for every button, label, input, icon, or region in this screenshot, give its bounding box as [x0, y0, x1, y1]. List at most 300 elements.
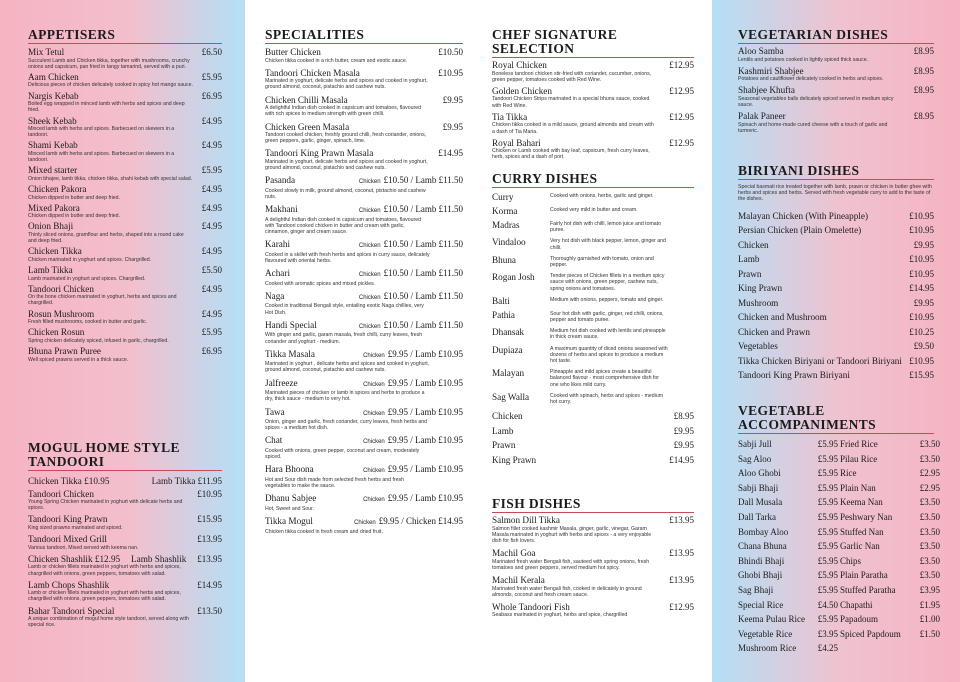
item-name: Lamb	[492, 425, 514, 436]
item-name: Chapathi	[840, 599, 873, 610]
item-name: Kashmiri Shabjee	[738, 65, 804, 76]
item-row	[265, 320, 463, 333]
item-name: Tandoori Chicken	[28, 283, 94, 294]
item-description: Well spiced prawns served in a thick sauce.	[28, 356, 129, 363]
item-row	[28, 580, 222, 591]
item-description: Onion bhajee, lamb tikka, chicken tikka, shahi kebab with special salad.	[28, 175, 193, 182]
item-description: Spring chicken delicately spiced, infused in garlic, chargrilled.	[28, 337, 169, 344]
item-name: Tandoori Mixed Grill	[28, 534, 107, 545]
item-description: Fairly hot dish with chilli, lemon juice and tomato puree.	[550, 221, 662, 234]
curry-price-row	[492, 424, 694, 439]
item-name: Keema Nan	[840, 497, 883, 508]
item-price: Lamb Tikka £11.95	[151, 476, 222, 486]
item-price-group	[359, 175, 463, 188]
menu-item	[28, 116, 222, 139]
item-name: Garlic Nan	[840, 541, 880, 552]
menu-item	[492, 112, 694, 135]
item-price-group	[202, 165, 222, 176]
item-price-group	[202, 203, 222, 214]
item-variant-label: Chicken	[363, 497, 385, 504]
curry-item	[492, 255, 694, 268]
item-price: £10.95	[909, 210, 934, 221]
menu-item	[265, 291, 463, 316]
item-price-group	[914, 46, 934, 57]
item-name: King Prawn	[738, 283, 783, 294]
item-description: Chicken dipped in butter and deep fried.	[28, 213, 120, 220]
item-description: Spinach and home-made cured cheese with a touch of garlic and turmeric.	[738, 121, 888, 135]
item-price: £15.95	[909, 370, 934, 381]
item-price-group	[202, 284, 222, 295]
item-price: £1.50	[919, 628, 940, 639]
item-row	[265, 464, 463, 477]
biriyani-item	[738, 267, 934, 282]
item-price: £6.95	[201, 90, 222, 101]
item-price: £3.50	[919, 453, 940, 464]
item-price: £14.95	[669, 454, 694, 465]
item-description: A delightful Indian dish cooked in capsicum and tomatoes, flavoured with rich spices to medium strength with green chilli.	[265, 105, 422, 118]
item-name: Plain Paratha	[840, 570, 888, 581]
item-price-group	[202, 184, 222, 195]
item-row	[28, 309, 222, 320]
item-price-group	[197, 489, 222, 500]
item-name: Salmon Dill Tikka	[492, 515, 560, 525]
item-name: Tikka Mogul	[265, 516, 313, 526]
item-name: Onion Bhaji	[28, 221, 74, 232]
item-description: Lamb marinated in yoghurt and spices. Chargrilled.	[28, 275, 146, 282]
item-price-group	[914, 66, 934, 77]
item-price: £2.95	[919, 482, 940, 493]
curry-item	[492, 368, 694, 388]
item-description: A maximum quantity of diced onions seasoned with dozens of herbs and spices to produce a medium hot taste.	[550, 345, 668, 365]
item-price-group	[669, 548, 694, 559]
item-variant-label: Chicken	[358, 294, 381, 301]
item-price: £13.50	[197, 605, 222, 616]
item-price-group	[202, 346, 222, 357]
item-description: Marinated in yoghurt, delicate herbs and spices and cooked in yoghurt, ground almond, coconut, pistachio and cashew nuts.	[265, 158, 428, 172]
item-description: Chicken marinated in yoghurt and spices. Chargrilled.	[28, 256, 152, 263]
item-name: Chicken and Mushroom	[738, 312, 827, 323]
item-price: £5.95	[817, 468, 838, 479]
item-name: Tandoori Chicken Masala	[265, 67, 360, 78]
item-price: £9.95 / Lamb £10.95	[387, 348, 463, 359]
menu-item	[492, 60, 694, 83]
item-price: £9.95 / Lamb £10.95	[387, 493, 463, 504]
item-price-group	[438, 68, 463, 79]
item-price: £3.95	[817, 628, 838, 639]
column-4	[718, 0, 960, 682]
item-name: Tandoori King Prawn Biriyani	[738, 370, 850, 381]
item-price: £5.95	[817, 541, 838, 552]
item-price-group	[363, 493, 463, 506]
menu-item	[265, 349, 463, 374]
section-title: BIRIYANI DISHES	[738, 164, 934, 180]
item-row	[28, 184, 222, 195]
item-name: Chicken	[492, 411, 523, 422]
item-price: £5.95	[817, 482, 838, 493]
item-price: £12.95	[669, 60, 694, 70]
accompaniments-grid	[738, 437, 940, 656]
item-name: Malayan	[492, 368, 525, 379]
item-price: £4.95	[201, 308, 222, 319]
item-name: Hara Bhoona	[265, 464, 314, 475]
item-price: £6.50	[201, 47, 222, 57]
item-price-group	[202, 327, 222, 338]
item-price-group	[669, 112, 694, 123]
item-name: Dhansak	[492, 327, 525, 338]
item-name: Pathia	[492, 309, 515, 320]
menu-item	[265, 464, 463, 489]
biriyani-item	[738, 339, 934, 354]
item-name: Stuffed Nan	[840, 526, 884, 537]
item-price-group	[202, 140, 222, 151]
item-price-group	[197, 606, 222, 617]
biriyani-item	[738, 368, 934, 383]
item-price: £12.95	[669, 111, 694, 122]
item-price: £3.50	[919, 541, 940, 552]
menu-item	[492, 86, 694, 109]
item-price: £9.95	[673, 425, 694, 436]
item-name: Machil Goa	[492, 548, 536, 559]
item-price-group	[359, 268, 463, 281]
item-price: £9.95	[442, 121, 463, 132]
item-description: Various tandoori, Mixed served with keema nan.	[28, 544, 139, 551]
item-description: Chicken tikka cooked in a mild sauce, ground almonds and cream with a dash of Tia Maria.	[492, 122, 654, 135]
menu-item	[492, 138, 694, 161]
item-price-group	[202, 47, 222, 58]
item-price: £8.95	[913, 111, 934, 122]
item-price: £14.95	[438, 148, 463, 159]
item-price-group	[354, 516, 463, 529]
item-row	[492, 515, 694, 526]
item-price-group	[443, 122, 463, 133]
menu-item	[28, 534, 222, 551]
menu-item	[28, 606, 222, 629]
item-name: Special Rice	[738, 599, 784, 610]
item-row	[738, 66, 934, 77]
item-name: Shami Kebab	[28, 140, 78, 151]
item-name: Vegetables	[738, 341, 778, 352]
item-description: Medium with onions, peppers, tomato and ginger.	[550, 296, 664, 303]
item-price-group	[669, 575, 694, 586]
item-description: Cooked in traditional Bengali style, entailing exotic Naga chillies, very Hot Dish.	[265, 303, 424, 316]
biriyani-item	[738, 238, 934, 253]
item-price: £10.50 / Lamb £11.50	[383, 175, 463, 186]
item-name: Tandoori King Prawn	[28, 514, 108, 525]
menu-item	[492, 515, 694, 544]
item-description: Pineapple and mild spices create a beautiful balanced flavour - most comprehensive dish for one who likes mild curry.	[550, 369, 659, 388]
item-price: £9.50	[913, 341, 934, 352]
item-name: Tikka Chicken Biriyani or Tandoori Biriyani	[738, 355, 902, 366]
item-description: With ginger and garlic, garam masala, fresh chilli, curry leaves, fresh coriander and yoghurt - medium.	[265, 332, 423, 345]
item-description: Marinated in yoghurt, delicate herbs and spices and cooked in yoghurt, ground almond, coconut, pistachio and cashew nuts.	[265, 78, 428, 91]
item-price-group	[438, 47, 463, 58]
menu-item	[28, 284, 222, 307]
item-name: Sheek Kebab	[28, 115, 77, 126]
item-price: £5.95	[201, 327, 222, 338]
biriyani-item	[738, 209, 934, 224]
menu-item	[265, 122, 463, 145]
item-description: King sized prawns marinated and spiced.	[28, 524, 123, 531]
item-variant-label: Chicken	[354, 520, 376, 526]
item-description: Salmon fillet cooked kashmir Masala, ginger, garlic, vinegar, Garam Masala marinated in yoghurt with herbs and spices - a very enjoyable dish for fish lovers.	[492, 525, 652, 544]
item-description: Succulent Lamb and Chicken tikka, together with mushrooms, crunchy onions and capsicum, pan fried in tangy tamarind, served with a puri.	[28, 57, 190, 70]
item-row	[28, 246, 222, 257]
item-description: A unique combination of mogul home style tandoori, served along with special rice.	[28, 616, 189, 629]
item-description: Onion, ginger and garlic, fresh coriander, curry leaves, fresh herbs and spices - a medium hot dish.	[265, 419, 428, 432]
item-row	[492, 112, 694, 123]
menu-item	[28, 554, 222, 577]
item-name: Naga	[265, 290, 285, 301]
curry-item	[492, 327, 694, 340]
menu-item	[265, 68, 463, 91]
curry-item	[492, 206, 694, 216]
item-price: £13.95	[669, 575, 694, 586]
item-price: £5.95	[817, 453, 838, 464]
item-name: Rogan Josh	[492, 272, 535, 283]
item-name: Royal Chicken	[492, 60, 547, 70]
item-description: Potatoes and cauliflower delicately cooked in herbs and spices.	[738, 76, 884, 83]
section-title: MOGUL HOME STYLE TANDOORI	[28, 441, 222, 471]
item-description: Chicken dipped in butter and deep fried.	[28, 194, 120, 201]
item-row	[265, 435, 463, 448]
item-price: £3.95	[919, 584, 940, 595]
item-description: Seabass marinated in yoghurt, herbs and spice, chargrilled	[492, 612, 628, 619]
item-description: A delightful Indian dish cooked in capsicum and tomatoes, flavoured with Tandoori cooked chicken in butter and cream with garlic, cinnamon, ginger and cream sauce.	[265, 216, 422, 236]
item-name: Fried Rice	[840, 439, 878, 449]
item-price-group	[359, 291, 463, 304]
item-row	[265, 493, 463, 506]
item-row	[28, 140, 222, 151]
item-price: £4.95	[201, 115, 222, 126]
section-title: FISH DISHES	[492, 497, 694, 513]
item-name: Vindaloo	[492, 237, 526, 248]
item-name: Malayan Chicken (With Pineapple)	[738, 210, 869, 221]
item-price-group	[202, 265, 222, 276]
column-3	[482, 0, 712, 682]
item-row	[265, 47, 463, 58]
item-name: Royal Bahari	[492, 137, 541, 148]
item-description: On the bone chicken marinated in yoghurt, herbs and spices and chargrilled.	[28, 294, 177, 307]
item-row	[28, 606, 222, 617]
item-name: Bhuna	[492, 254, 516, 265]
item-description: Cooked with onions, herbs, garlic and ginger.	[550, 193, 654, 199]
section-title: VEGETABLE ACCOMPANIMENTS	[738, 404, 934, 434]
menu-item	[265, 204, 463, 235]
item-name: Pasanda	[265, 175, 296, 186]
item-price: £12.95	[669, 137, 694, 148]
curry-item	[492, 310, 694, 323]
menu-item	[28, 203, 222, 220]
column-divider	[238, 0, 245, 682]
item-variant-label: Chicken	[358, 323, 381, 330]
biriyani-item	[738, 310, 934, 325]
item-price: £5.95	[817, 555, 838, 566]
item-row	[28, 284, 222, 295]
item-price: £4.95	[201, 283, 222, 294]
appetisers-section	[28, 28, 222, 363]
item-row	[265, 95, 463, 106]
curry-price-row	[492, 438, 694, 453]
item-name: Sag Bhaji	[738, 584, 774, 595]
item-name: Chicken and Prawn	[738, 326, 810, 337]
menu-item	[738, 111, 934, 134]
item-price: £5.50	[201, 265, 222, 276]
item-name: Vegetable Rice	[738, 628, 793, 639]
item-description: Minced lamb with herbs and spices. Barbecued on skewers in a tandoori.	[28, 126, 175, 139]
menu-item	[265, 493, 463, 512]
menu-item	[265, 239, 463, 264]
item-price: £8.95	[673, 411, 694, 422]
item-price-group	[197, 514, 222, 525]
item-variant-label: Chicken	[363, 439, 385, 446]
menu-item	[28, 246, 222, 263]
item-variant-label: Chicken	[363, 468, 385, 475]
item-price: £13.95	[669, 515, 694, 525]
item-name: Ghobi Bhaji	[738, 570, 783, 581]
menu-item	[738, 85, 934, 108]
item-price-group	[359, 239, 463, 252]
item-price: £3.50	[919, 439, 940, 449]
item-price: £8.95	[913, 85, 934, 96]
menu-item	[492, 575, 694, 598]
menu-item	[738, 66, 934, 83]
item-row	[492, 548, 694, 559]
item-price-group	[363, 464, 463, 477]
biriyani-item	[738, 223, 934, 238]
item-price: £3.50	[919, 570, 940, 581]
item-price-group	[197, 534, 222, 545]
item-price-group	[914, 85, 934, 96]
item-price: £5.95	[201, 71, 222, 82]
item-price: £10.50 / Lamb £11.50	[383, 290, 463, 301]
column-1	[0, 0, 238, 682]
item-variant-label: Chicken	[358, 272, 381, 279]
item-price: £10.25	[909, 326, 934, 337]
item-description: Lamb or chicken fillets marinated in yoghurt with herbs and spices, chargrilled with onions, green peppers, tomatoes with salad.	[28, 590, 181, 603]
item-price: £9.95	[673, 440, 694, 451]
menu-item	[28, 140, 222, 163]
item-name: Papadoum	[840, 614, 878, 625]
item-price: £14.95	[909, 283, 934, 294]
item-price: £1.95	[919, 599, 940, 610]
column-2	[245, 0, 475, 682]
item-price: £4.25	[817, 643, 838, 654]
item-price: £9.95 / Lamb £10.95	[387, 435, 463, 446]
item-description: Delicious pieces of chicken delicately cooked in spicy hot mango sauce.	[28, 82, 193, 89]
item-row	[265, 148, 463, 159]
item-name: Chana Bhuna	[738, 541, 787, 552]
item-price-group	[914, 111, 934, 122]
item-price: £3.50	[919, 511, 940, 522]
item-name: Jalfreeze	[265, 377, 298, 388]
item-name: Chicken Tikka £10.95	[28, 476, 110, 486]
item-name: Mushroom Rice	[738, 643, 797, 654]
item-description: Marinated fresh water Bengali fish, cooked in delicately in ground almonds, coconut and fresh cream sauce.	[492, 585, 642, 598]
item-name: Spiced Papdoum	[840, 628, 901, 639]
item-name: Nargis Kebab	[28, 90, 79, 101]
menu-item	[265, 95, 463, 118]
menu-item	[28, 265, 222, 282]
item-row	[492, 602, 694, 613]
item-row	[492, 138, 694, 149]
item-name: Lamb Chops Shashlik	[28, 579, 110, 590]
item-name: Mixed starter	[28, 165, 78, 176]
item-name: Chicken Green Masala	[265, 121, 350, 132]
item-price: £4.50	[817, 599, 838, 610]
menu-item	[265, 148, 463, 171]
curry-item	[492, 220, 694, 233]
item-description: Medium hot dish cooked with lentils and pineapple in thick cream sauce.	[550, 328, 666, 341]
item-name: Chicken Chilli Masala	[265, 94, 348, 105]
biriyani-item	[738, 354, 934, 369]
item-description: Young Spring Chicken marinated in yoghurt with delicate herbs and spices.	[28, 499, 183, 512]
menu-item	[265, 175, 463, 200]
item-price: £5.95	[817, 497, 838, 508]
item-price-group	[202, 309, 222, 320]
item-row	[265, 349, 463, 362]
item-name: Mixed Pakora	[28, 202, 80, 213]
item-description: Cooked in a skillet with fresh herbs and spices in curry sauce, delicately flavoured with oriental herbs.	[265, 251, 430, 265]
item-name	[840, 641, 910, 656]
item-name: Bhuna Prawn Puree	[28, 346, 101, 357]
item-price: £9.95 / Lamb £10.95	[387, 406, 463, 417]
item-description: Sour hot dish with garlic, ginger, red chilli, onions, pepper and tomato puree.	[550, 310, 664, 324]
item-price-group	[363, 407, 463, 420]
menu-item	[28, 327, 222, 344]
item-name: Sabji Bhaji	[738, 482, 779, 493]
item-description: Tender pieces of Chicken fillets in a medium spicy sauce with onions, green pepper, cashew nuts, spring onions and tomatoes.	[550, 273, 665, 292]
item-price: £2.95	[919, 468, 940, 479]
accompaniments-section	[738, 403, 940, 656]
item-price: £5.95	[817, 511, 838, 522]
item-row	[28, 165, 222, 176]
item-price: £10.95	[909, 254, 934, 265]
menu-item	[265, 435, 463, 460]
item-variant-label: Chicken	[358, 208, 381, 215]
item-price: £15.95	[197, 514, 222, 525]
item-name: Whole Tandoori Fish	[492, 601, 570, 612]
item-description: Lamb or chicken fillets marinated in yoghurt with herbs and spices, chargrilled with onions, green peppers, tomatoes with salad.	[28, 564, 181, 577]
item-name: Chicken Shashlik £12.95	[28, 553, 121, 564]
item-name: Rosun Mushroom	[28, 308, 95, 319]
item-description: Marinated fresh water Bengali fish, sauteed with spring onions, fresh tomatoes and green peppers, served medium hot spicy.	[492, 558, 650, 571]
item-variant-label: Chicken	[363, 410, 385, 417]
item-name: Chicken Rosun	[28, 327, 85, 338]
item-name: Korma	[492, 206, 518, 216]
item-name: Dall Musala	[738, 497, 783, 508]
item-description: Hot, Sweet and Sour.	[265, 505, 315, 512]
item-name: Lamb	[738, 254, 760, 265]
fish-section	[492, 497, 694, 619]
menu-item	[265, 320, 463, 345]
item-price: £9.95	[913, 297, 934, 308]
item-price: £9.95 / Lamb £10.95	[387, 377, 463, 388]
item-row	[265, 122, 463, 133]
item-price-group	[202, 72, 222, 83]
item-price: £10.50	[438, 47, 463, 57]
item-description: Tandoori Chicken Strips marinated in a special bhuna sauce, cooked with Red Wine.	[492, 96, 650, 109]
item-description: Fresh filled mushrooms, cooked in butter and garlic.	[28, 319, 148, 326]
item-price-group	[669, 138, 694, 149]
item-name: Pilau Rice	[840, 453, 878, 464]
item-price: £5.95	[817, 614, 838, 625]
item-description: Cooked slowly in milk, ground almond, coconut, pistachio and cashew nuts.	[265, 187, 426, 201]
item-row	[28, 327, 222, 338]
item-name: Makhani	[265, 204, 298, 215]
item-variant-label: Chicken	[363, 352, 385, 359]
specialities-section	[265, 28, 463, 535]
menu-item	[28, 580, 222, 603]
